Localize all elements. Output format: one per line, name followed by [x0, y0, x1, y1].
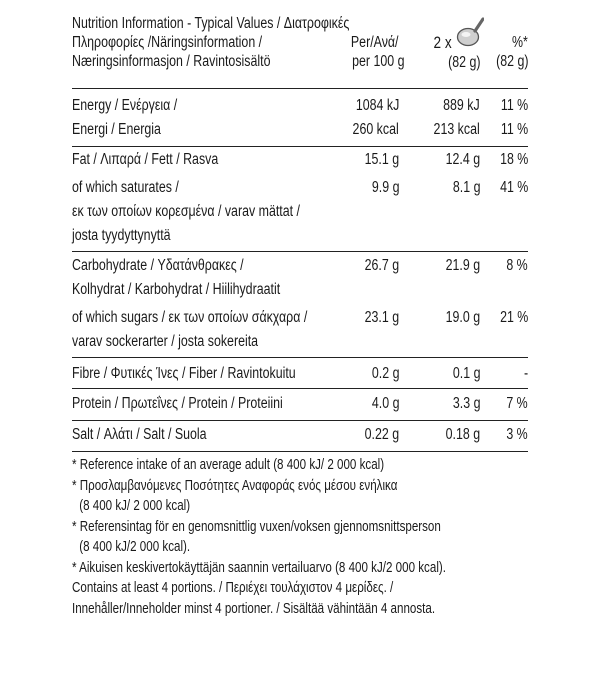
- value-ri-percent: 11 % 11 %: [500, 97, 528, 138]
- row-label: of which saturates / εκ των οποίων κορεσμένα / varav mättat / josta tyydyttynyttä: [72, 179, 300, 244]
- value-serving: 21.9 g: [445, 257, 480, 274]
- footnote-line: Innehåller/Inneholder minst 4 portioner. / Sisältää vähintään 4 annosta.: [72, 600, 436, 617]
- divider: [72, 88, 528, 89]
- row-label: Energy / Ενέργεια / Energi / Energia: [72, 97, 178, 138]
- value-serving: 8.1 g: [452, 179, 480, 196]
- title-line: Πληροφορίες /Näringsinformation /: [72, 34, 263, 51]
- footnote-line: (8 400 kJ/ 2 000 kcal): [79, 498, 191, 514]
- row-label: Carbohydrate / Υδατάνθρακες / Kolhydrat / Karbohydrat / Hiilihydraatit: [72, 257, 281, 298]
- footnote-line: * Reference intake of an average adult (8 400 kJ/ 2 000 kcal): [72, 457, 385, 473]
- footnote-line: Contains at least 4 portions. / Περιέχει τουλάχιστον 4 μερίδες. /: [72, 580, 394, 596]
- value-serving: 3.3 g: [452, 395, 480, 412]
- table-title: [72, 14, 350, 71]
- footnote-line: * Aikuisen keskivertokäyttäjän saannin vertailuarvo (8 400 kJ/2 000 kcal).: [72, 559, 446, 576]
- value-per-100g: 15.1 g: [364, 151, 399, 168]
- row-label: Protein / Πρωτεΐνες / Protein / Proteiini: [72, 395, 283, 412]
- divider: [72, 420, 528, 421]
- header-per-100g: Per/Ανά/ per 100 g: [351, 34, 405, 70]
- divider: [72, 357, 528, 358]
- divider: [72, 146, 528, 147]
- footnote-line: (8 400 kJ/2 000 kcal).: [79, 539, 191, 555]
- value-per-100g: 9.9 g: [371, 179, 399, 196]
- title-line: Næringsinformasjon / Ravintosisältö: [72, 53, 271, 70]
- value-serving: 889 kJ 213 kcal: [433, 97, 480, 138]
- value-ri-percent: 3 %: [506, 426, 528, 443]
- value-serving: 0.1 g: [452, 365, 480, 382]
- header-2x-serving: 2 x (82 g): [433, 33, 480, 71]
- table-header: [72, 14, 528, 88]
- value-serving: 19.0 g: [445, 309, 480, 326]
- footnote-line: * Προσλαμβανόμενες Ποσότητες Αναφοράς ενός μέσου ενήλικα: [72, 477, 398, 494]
- value-ri-percent: 21 %: [499, 309, 528, 326]
- divider: [72, 388, 528, 389]
- value-per-100g: 0.22 g: [364, 426, 399, 443]
- divider: [72, 451, 528, 452]
- value-serving: 0.18 g: [445, 426, 480, 443]
- divider: [72, 251, 528, 252]
- footnote-line: * Referensintag för en genomsnittlig vuxen/voksen gjennomsnittsperson: [72, 518, 441, 535]
- nutrition-table: [72, 14, 528, 88]
- value-per-100g: 0.2 g: [371, 365, 399, 382]
- value-serving: 12.4 g: [445, 151, 480, 168]
- value-ri-percent: 18 %: [499, 151, 528, 168]
- row-label: Fat / Λιπαρά / Fett / Rasva: [72, 151, 219, 168]
- row-label: of which sugars / εκ των οποίων σάκχαρα / varav sockerarter / josta sokereita: [72, 309, 308, 350]
- footnotes: [72, 455, 488, 619]
- header-ri-percent: %* (82 g): [496, 34, 529, 70]
- table-row: [72, 94, 528, 142]
- value-per-100g: 4.0 g: [371, 395, 399, 412]
- title-line: Nutrition Information - Typical Values / Διατροφικές: [72, 15, 350, 32]
- value-ri-percent: 7 %: [506, 395, 528, 412]
- value-per-100g: 1084 kJ 260 kcal: [352, 97, 399, 138]
- row-label: Salt / Αλάτι / Salt / Suola: [72, 426, 207, 443]
- value-ri-percent: 8 %: [506, 257, 528, 274]
- value-ri-percent: 41 %: [499, 179, 528, 196]
- row-label: Fibre / Φυτικές Ίνες / Fiber / Ravintokuitu: [72, 365, 296, 382]
- value-per-100g: 23.1 g: [364, 309, 399, 326]
- value-ri-percent: -: [523, 365, 528, 382]
- value-per-100g: 26.7 g: [364, 257, 399, 274]
